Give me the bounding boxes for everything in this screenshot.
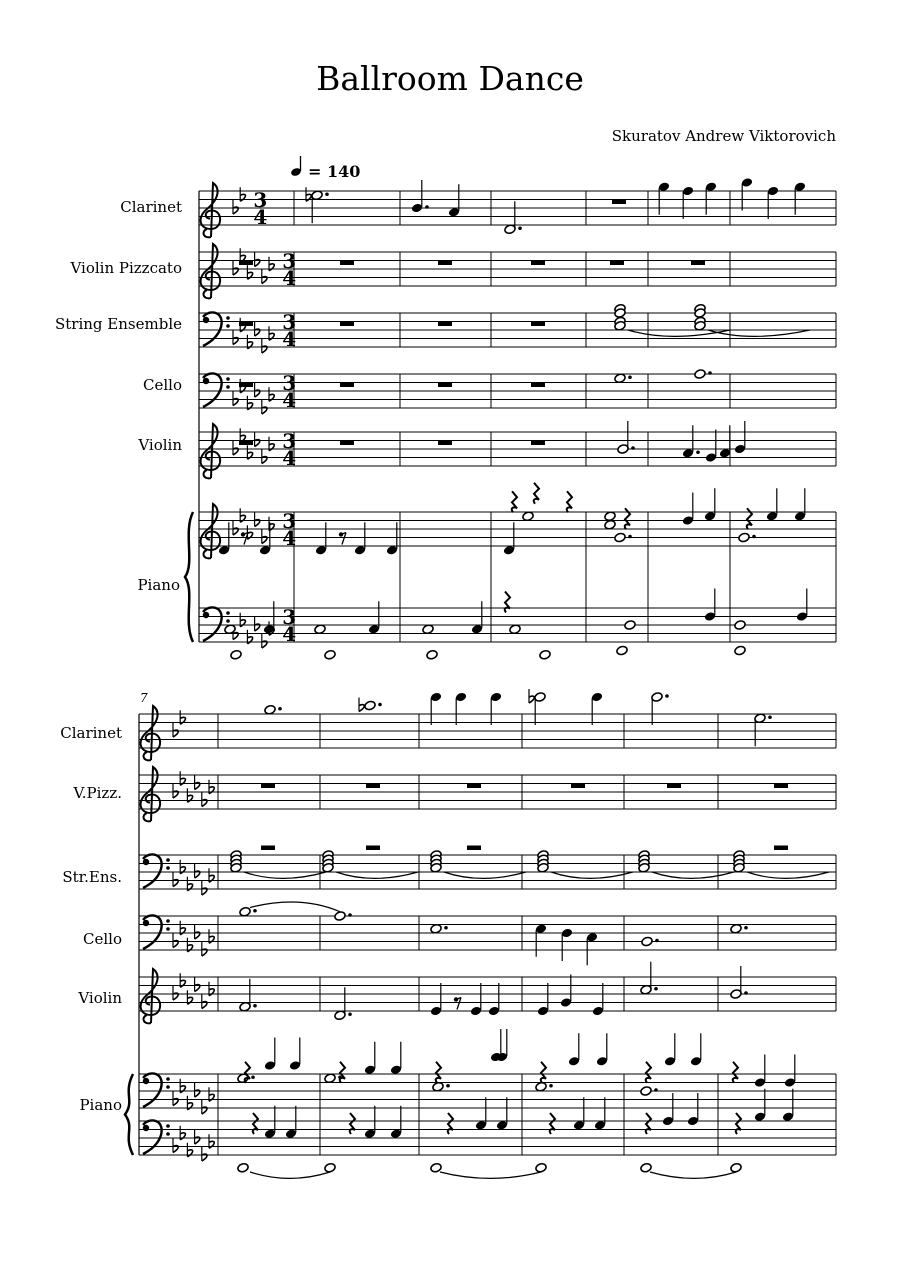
bass-clef-icon <box>143 1073 170 1107</box>
tempo-value: = 140 <box>308 162 361 181</box>
augmentation-dot <box>378 703 382 707</box>
flat-icon <box>255 617 260 631</box>
bass-clef-icon <box>203 373 230 407</box>
whole-rest <box>239 441 253 446</box>
whole-rest <box>239 261 253 266</box>
flat-icon <box>202 1147 207 1161</box>
note-head-hollow <box>738 532 750 543</box>
system-1-labels <box>55 198 182 594</box>
note-head-hollow <box>430 923 442 934</box>
tie <box>250 902 340 912</box>
quarter-rest <box>733 1062 738 1083</box>
quarter-rest <box>512 491 517 512</box>
flat-icon <box>262 339 267 353</box>
flat-icon <box>195 1130 200 1144</box>
augmentation-dot <box>251 1075 255 1079</box>
quarter-rest <box>625 508 630 529</box>
instrument-label: Violin Pizzcato <box>70 259 182 277</box>
bass-clef-icon <box>143 854 170 888</box>
time-signature-denominator: 4 <box>282 526 297 550</box>
augmentation-dot <box>444 926 448 930</box>
measure-number: 7 <box>140 691 148 705</box>
quarter-rest <box>747 508 752 529</box>
augmentation-dot <box>253 909 257 913</box>
flat-icon <box>529 689 534 703</box>
time-signature-numerator: 3 <box>282 249 297 273</box>
instrument-label: Violin <box>78 989 122 1007</box>
whole-rest <box>467 846 481 851</box>
flat-icon <box>195 1083 200 1097</box>
whole-rest <box>340 383 354 388</box>
flat-icon <box>233 441 238 455</box>
flat-icon <box>255 322 260 336</box>
flat-icon <box>262 634 267 648</box>
composer: Skuratov Andrew Viktorovich <box>611 127 836 145</box>
time-signature-numerator: 3 <box>282 371 297 395</box>
whole-rest <box>366 784 380 789</box>
flat-icon <box>262 530 267 544</box>
tie <box>628 330 730 336</box>
flat-icon <box>173 934 178 948</box>
augmentation-dot <box>708 371 712 375</box>
augmentation-dot <box>348 1012 352 1016</box>
flat-icon <box>262 270 267 284</box>
note-head-hollow <box>432 1081 444 1092</box>
note-head-hollow <box>616 645 628 656</box>
whole-rest <box>571 784 585 789</box>
flat-icon <box>359 698 364 712</box>
time-signatures <box>253 188 296 646</box>
note-head-hollow <box>324 1073 336 1084</box>
piano-brace <box>125 1074 133 1155</box>
instrument-label: Clarinet <box>120 198 182 216</box>
flat-icon <box>173 1092 178 1106</box>
flat-icon <box>202 1100 207 1114</box>
score-title: Ballroom Dance <box>316 59 584 98</box>
piano-brace <box>185 512 193 642</box>
flat-icon <box>255 253 260 267</box>
note-head-hollow <box>364 700 376 711</box>
whole-rest <box>340 322 354 327</box>
flat-icon <box>173 723 178 737</box>
whole-rest <box>366 846 380 851</box>
notation <box>218 177 829 1178</box>
instrument-label: Cello <box>143 376 182 394</box>
flat-icon <box>195 776 200 790</box>
quarter-rest <box>567 491 572 512</box>
whole-rest <box>691 261 705 266</box>
whole-rest <box>774 784 788 789</box>
note-head-hollow <box>230 649 242 660</box>
quarter-rest <box>646 1062 651 1083</box>
augmentation-dot <box>425 205 429 209</box>
note-head-hollow <box>539 649 551 660</box>
flat-icon <box>233 392 238 406</box>
tie <box>444 872 526 878</box>
time-signature-numerator: 3 <box>282 605 297 629</box>
flat-icon <box>202 942 207 956</box>
tie <box>244 872 326 878</box>
augmentation-dot <box>752 535 756 539</box>
note-head-hollow <box>641 936 653 947</box>
whole-rest <box>531 322 545 327</box>
instrument-label: Violin <box>138 436 182 454</box>
flat-icon <box>173 986 178 1000</box>
quarter-rest <box>448 1113 453 1134</box>
note-head-hollow <box>426 649 438 660</box>
quarter-rest <box>253 1113 258 1134</box>
augmentation-dot <box>744 991 748 995</box>
whole-rest <box>610 261 624 266</box>
augmentation-dot <box>654 987 658 991</box>
flat-icon <box>233 521 238 535</box>
time-signature-numerator: 3 <box>282 429 297 453</box>
bass-clef-icon <box>143 1120 170 1154</box>
quarter-rest <box>541 1062 546 1083</box>
note-head-hollow <box>604 519 616 530</box>
whole-rest <box>531 261 545 266</box>
note-head-hollow <box>324 1162 336 1173</box>
quarter-rest <box>534 483 539 504</box>
instrument-label: Str.Ens. <box>62 868 122 886</box>
time-signature-denominator: 4 <box>282 446 297 470</box>
bass-clef-icon <box>143 915 170 949</box>
tie <box>250 1172 330 1178</box>
whole-rest <box>438 383 452 388</box>
flat-icon <box>262 400 267 414</box>
flat-icon <box>255 513 260 527</box>
whole-rest <box>774 846 788 851</box>
quarter-rest <box>436 1062 441 1083</box>
augmentation-dot <box>744 926 748 930</box>
time-signature-denominator: 4 <box>282 622 297 646</box>
time-signature-denominator: 4 <box>282 266 297 290</box>
augmentation-dot <box>253 1004 257 1008</box>
flat-icon <box>233 200 238 214</box>
whole-rest <box>261 784 275 789</box>
flat-icon <box>173 1139 178 1153</box>
whole-rest <box>531 441 545 446</box>
whole-rest <box>438 261 452 266</box>
time-signature-denominator: 4 <box>253 205 268 229</box>
note-head-hollow <box>730 1162 742 1173</box>
augmentation-dot <box>628 535 632 539</box>
whole-rest <box>438 441 452 446</box>
flat-icon <box>173 784 178 798</box>
augmentation-dot <box>628 375 632 379</box>
quarter-rest <box>505 592 510 613</box>
augmentation-dot <box>665 694 669 698</box>
bass-clef-icon <box>203 312 230 346</box>
augmentation-dot <box>325 192 329 196</box>
tie <box>652 872 734 878</box>
quarter-rest <box>340 1062 345 1083</box>
tie <box>440 1172 541 1178</box>
note-head-hollow <box>734 620 746 631</box>
note-head-hollow <box>237 1162 249 1173</box>
whole-rest <box>239 322 253 327</box>
instrument-label: Piano <box>79 1096 122 1114</box>
bass-clef-icon <box>203 607 230 641</box>
tie <box>747 872 829 878</box>
instrument-label: Piano <box>137 576 180 594</box>
time-signature-numerator: 3 <box>282 509 297 533</box>
whole-rest <box>438 322 452 327</box>
tie <box>551 872 633 878</box>
note-head-hollow <box>535 1162 547 1173</box>
note-head-hollow <box>509 624 521 635</box>
quarter-rest <box>736 1113 741 1134</box>
system-2-labels <box>60 691 148 1114</box>
time-signature-numerator: 3 <box>253 188 268 212</box>
augmentation-dot <box>278 707 282 711</box>
instrument-label: Clarinet <box>60 724 122 742</box>
whole-rest <box>531 383 545 388</box>
time-signature-denominator: 4 <box>282 388 297 412</box>
note-head-hollow <box>614 373 626 384</box>
whole-rest <box>667 784 681 789</box>
flat-icon <box>202 881 207 895</box>
flat-icon <box>233 261 238 275</box>
quarter-rest <box>550 1113 555 1134</box>
augmentation-dot <box>654 1088 658 1092</box>
augmentation-dot <box>655 939 659 943</box>
augmentation-dot <box>518 226 522 230</box>
note-head-hollow <box>734 645 746 656</box>
flat-icon <box>202 793 207 807</box>
whole-rest <box>340 261 354 266</box>
whole-rest <box>239 383 253 388</box>
note-head-hollow <box>640 1086 652 1097</box>
flat-icon <box>195 925 200 939</box>
quarter-rest <box>350 1113 355 1134</box>
note-head-hollow <box>730 923 742 934</box>
augmentation-dot <box>446 1084 450 1088</box>
time-signature-numerator: 3 <box>282 310 297 334</box>
quarter-rest <box>646 1113 651 1134</box>
time-signature-denominator: 4 <box>282 327 297 351</box>
flat-icon <box>195 978 200 992</box>
flat-icon <box>202 995 207 1009</box>
flat-icon <box>262 450 267 464</box>
flat-icon <box>255 383 260 397</box>
whole-rest <box>261 846 275 851</box>
note-head-hollow <box>694 369 706 380</box>
flat-icon <box>233 331 238 345</box>
tempo-marking <box>290 156 360 181</box>
whole-rest <box>340 441 354 446</box>
augmentation-dot <box>549 1084 553 1088</box>
tie <box>650 1172 736 1178</box>
augmentation-dot <box>696 450 700 454</box>
augmentation-dot <box>768 715 772 719</box>
note-head-hollow <box>522 511 534 522</box>
tie <box>336 872 418 878</box>
instrument-label: Cello <box>83 930 122 948</box>
note-head-hollow <box>324 649 336 660</box>
note-head-hollow <box>422 624 434 635</box>
instrument-label: String Ensemble <box>55 315 182 333</box>
instrument-label: V.Pizz. <box>73 784 122 802</box>
flat-icon <box>255 433 260 447</box>
key-signatures <box>173 187 274 1161</box>
note-head-hollow <box>334 911 346 922</box>
whole-rest <box>467 784 481 789</box>
augmentation-dot <box>631 446 635 450</box>
flat-icon <box>173 873 178 887</box>
note-head-hollow <box>614 532 626 543</box>
whole-rest <box>612 200 626 205</box>
note-head-hollow <box>604 511 616 522</box>
augmentation-dot <box>348 913 352 917</box>
note-head-hollow <box>624 620 636 631</box>
note-head-hollow <box>314 624 326 635</box>
flat-icon <box>195 864 200 878</box>
note-head-hollow <box>239 906 251 917</box>
note-head-hollow <box>264 704 276 715</box>
